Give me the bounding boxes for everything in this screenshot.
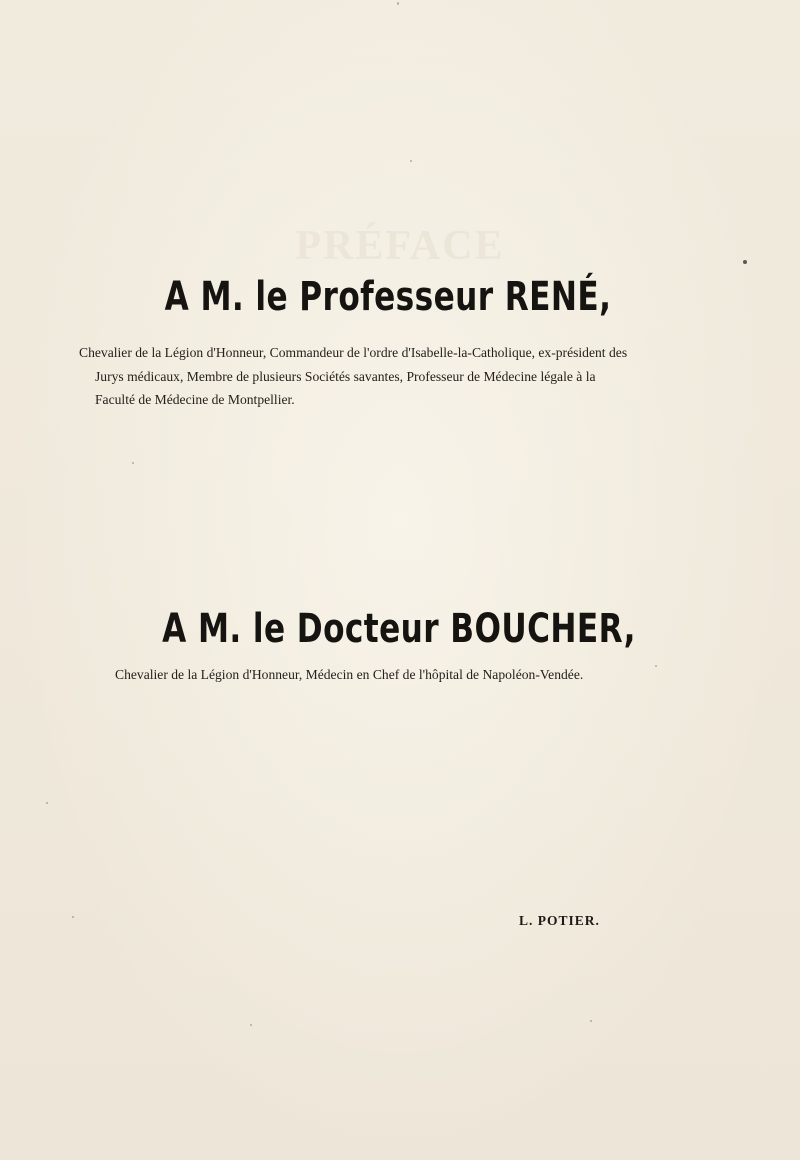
- dedication-title-rene: A M. le Professeur RENÉ,: [164, 274, 612, 320]
- dedication-line: Faculté de Médecine de Montpellier.: [95, 392, 295, 407]
- dedication-line: Chevalier de la Légion d'Honneur, Commandeur de l'ordre d'Isabelle-la-Catholique, ex-président des: [79, 345, 628, 360]
- dedication-text-boucher: [115, 663, 635, 687]
- dedication-line: Jurys médicaux, Membre de plusieurs Sociétés savantes, Professeur de Médecine légale à la: [95, 368, 596, 384]
- dedication-title-boucher: A M. le Docteur BOUCHER,: [162, 606, 636, 652]
- dedication-text-rene: [79, 341, 639, 412]
- dedication-line: Chevalier de la Légion d'Honneur, Médecin en Chef de l'hôpital de Napoléon-Vendée.: [115, 667, 584, 682]
- show-through-heading: PRÉFACE: [295, 223, 505, 269]
- author-signature: L. POTIER.: [519, 913, 600, 928]
